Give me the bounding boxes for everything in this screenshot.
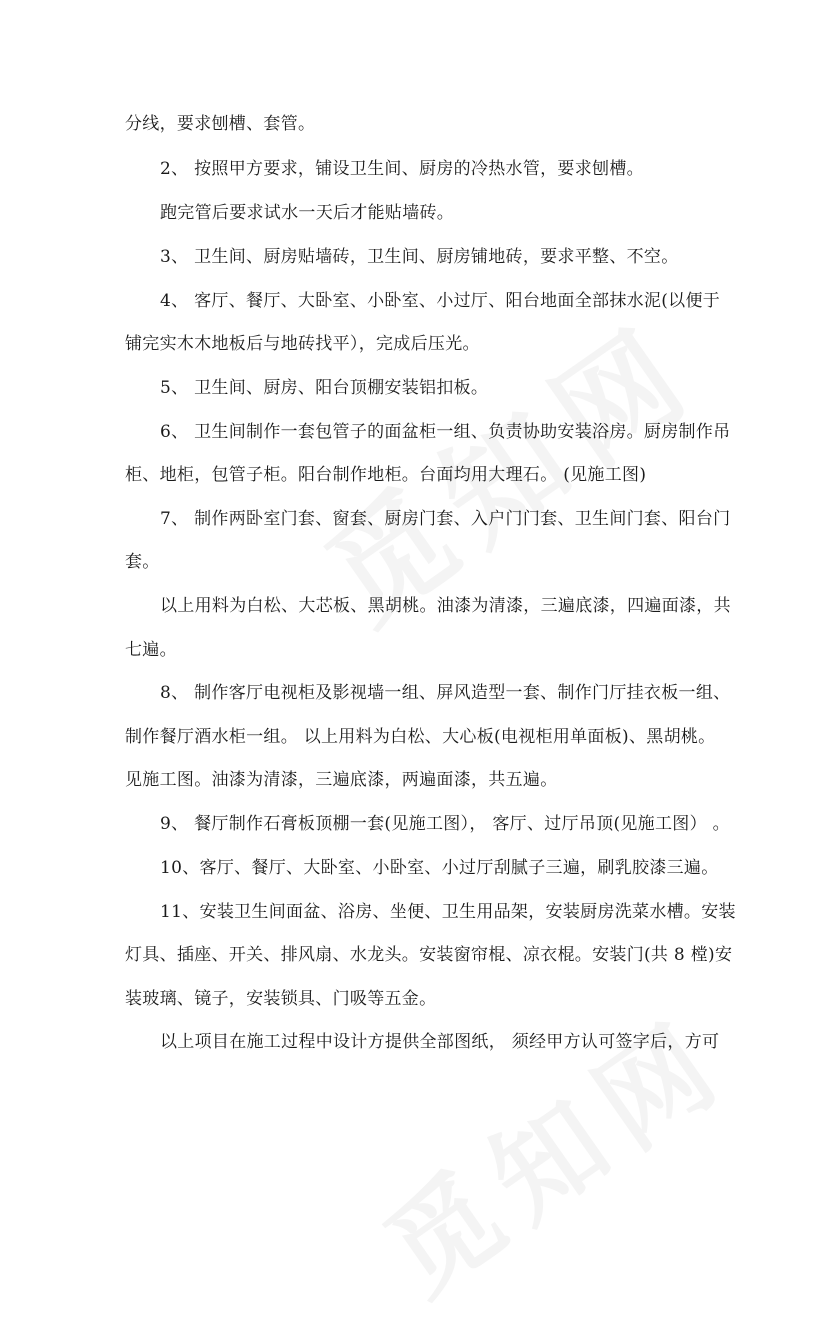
- text-line: 跑完管后要求试水一天后才能贴墙砖。: [160, 203, 455, 223]
- text-line: 3、 卫生间、厨房贴墙砖，卫生间、厨房铺地砖，要求平整、不空。: [160, 247, 679, 267]
- text-line: 10、客厅、餐厅、大卧室、小卧室、小过厅刮腻子三遍，刷乳胶漆三遍。: [160, 858, 719, 878]
- text-line: 柜、地柜，包管子柜。阳台制作地柜。台面均用大理石。 (见施工图): [125, 465, 647, 485]
- text-line: 制作餐厅酒水柜一组。 以上用料为白松、大心板(电视柜用单面板)、黑胡桃。: [125, 727, 716, 747]
- text-line: 以上用料为白松、大芯板、黑胡桃。油漆为清漆，三遍底漆，四遍面漆，共: [160, 596, 731, 616]
- text-line: 以上项目在施工过程中设计方提供全部图纸， 须经甲方认可签字后，方可: [160, 1032, 720, 1052]
- text-line: 分线，要求刨槽、套管。: [125, 114, 316, 134]
- text-line: 4、 客厅、餐厅、大卧室、小卧室、小过厅、阳台地面全部抹水泥(以便于: [160, 291, 721, 311]
- text-line: 7、 制作两卧室门套、窗套、厨房门套、入户门门套、卫生间门套、阳台门: [160, 509, 731, 529]
- text-line: 七遍。: [125, 640, 177, 660]
- text-line: 9、 餐厅制作石膏板顶棚一套(见施工图）， 客厅、过厅吊顶(见施工图） 。: [160, 814, 730, 834]
- text-line: 5、 卫生间、厨房、阳台顶棚安装铝扣板。: [160, 378, 489, 398]
- text-line: 见施工图。油漆为清漆，三遍底漆，两遍面漆，共五遍。: [125, 770, 558, 790]
- text-line: 11、安装卫生间面盆、浴房、坐便、卫生用品架，安装厨房洗菜水槽。安装: [160, 902, 736, 922]
- text-line: 灯具、插座、开关、排风扇、水龙头。安装窗帘棍、凉衣棍。安装门(共 8 樘)安: [125, 945, 733, 965]
- text-line: 6、 卫生间制作一套包管子的面盆柜一组、负责协助安装浴房。厨房制作吊: [160, 422, 731, 442]
- text-line: 2、 按照甲方要求，铺设卫生间、厨房的冷热水管，要求刨槽。: [160, 159, 644, 179]
- text-line: 装玻璃、镜子，安装锁具、门吸等五金。: [125, 989, 437, 1009]
- text-line: 8、 制作客厅电视柜及影视墙一组、屏风造型一套、制作门厅挂衣板一组、: [160, 683, 731, 703]
- text-line: 套。: [125, 552, 160, 572]
- text-line: 铺完实木木地板后与地砖找平），完成后压光。: [125, 334, 480, 354]
